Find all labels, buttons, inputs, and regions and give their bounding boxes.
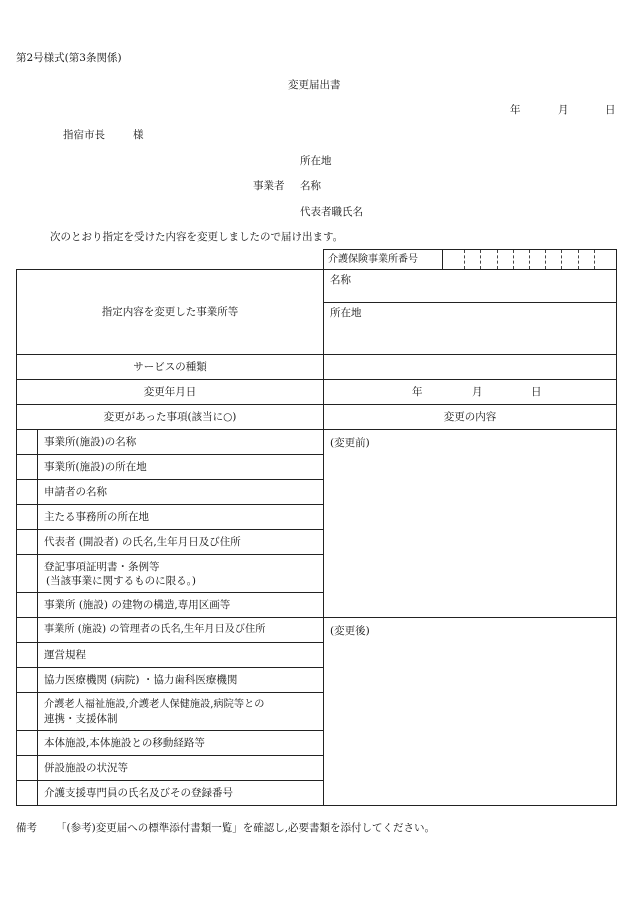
changed-office-name-label: 名称 [330, 274, 351, 286]
item-checkbox[interactable] [17, 593, 38, 618]
item-checkbox[interactable] [17, 643, 38, 668]
document-title: 変更届出書 [288, 79, 341, 91]
date-month-label: 月 [558, 104, 569, 116]
item-label: 事業所(施設)の名称 [38, 430, 324, 455]
item-checkbox[interactable] [17, 731, 38, 756]
item-label-line: 連携・支援体制 [44, 712, 118, 725]
intro-text: 次のとおり指定を受けた内容を変更しましたので届け出ます。 [50, 231, 344, 243]
addressee-honorific: 様 [133, 129, 144, 141]
item-checkbox[interactable] [17, 455, 38, 480]
item-label-line: 登記事項証明書・条例等 [44, 560, 160, 573]
change-after-field[interactable] [324, 618, 617, 806]
item-checkbox[interactable] [17, 505, 38, 530]
item-label: 代表者 (開設者) の氏名,生年月日及び住所 [38, 530, 324, 555]
item-label [38, 555, 324, 593]
change-after-label: (変更後) [330, 625, 370, 637]
office-number-label: 介護保険事業所番号 [324, 250, 443, 270]
item-label: 介護支援専門員の氏名及びその登録番号 [38, 781, 324, 806]
footer-note: 「(参考)変更届への標準添付書類一覧」を確認し,必要書類を添付してください。 [56, 822, 436, 834]
applicant-name-label: 名称 [300, 180, 321, 192]
item-label [38, 693, 324, 731]
item-label: 事業所(施設)の所在地 [38, 455, 324, 480]
changed-items-header: 変更があった事項(該当に○) [17, 405, 324, 430]
item-label: 運営規程 [38, 643, 324, 668]
item-checkbox[interactable] [17, 555, 38, 593]
item-label: 主たる事務所の所在地 [38, 505, 324, 530]
change-date-month: 月 [472, 386, 483, 398]
applicant-operator-label: 事業者 [253, 180, 285, 192]
change-before-field[interactable] [324, 430, 617, 618]
change-date-label: 変更年月日 [17, 380, 324, 405]
item-label: 申請者の名称 [38, 480, 324, 505]
changed-office-label: 指定内容を変更した事業所等 [17, 270, 324, 355]
applicant-representative-label: 代表者職氏名 [300, 206, 363, 218]
item-label-line: (当該事業に関するものに限る。) [46, 574, 196, 587]
changed-office-location-field[interactable] [324, 303, 617, 355]
change-notification-table [16, 249, 617, 806]
footer-label: 備考 [16, 822, 37, 834]
item-checkbox[interactable] [17, 668, 38, 693]
item-label: 事業所 (施設) の管理者の氏名,生年月日及び住所 [38, 618, 324, 643]
changed-office-location-label: 所在地 [330, 307, 362, 319]
item-checkbox[interactable] [17, 430, 38, 455]
change-date-field[interactable] [324, 380, 617, 405]
change-content-header: 変更の内容 [324, 405, 617, 430]
addressee: 指宿市長 [63, 129, 105, 141]
item-checkbox[interactable] [17, 693, 38, 731]
item-label-line: 介護老人福祉施設,介護老人保健施設,病院等との [44, 698, 265, 710]
item-checkbox[interactable] [17, 618, 38, 643]
service-type-label: サービスの種類 [17, 355, 324, 380]
item-label: 事業所 (施設) の建物の構造,専用区画等 [38, 593, 324, 618]
form-number: 第2号様式(第3条関係) [16, 52, 122, 64]
item-checkbox[interactable] [17, 781, 38, 806]
office-number-input[interactable] [443, 250, 617, 270]
changed-office-name-field[interactable] [324, 270, 617, 303]
date-year-label: 年 [510, 104, 521, 116]
item-label: 併設施設の状況等 [38, 756, 324, 781]
change-date-year: 年 [412, 386, 423, 398]
service-type-field[interactable] [324, 355, 617, 380]
change-date-day: 日 [531, 386, 542, 398]
date-day-label: 日 [605, 104, 616, 116]
change-before-label: (変更前) [330, 437, 370, 449]
applicant-location-label: 所在地 [300, 155, 332, 167]
item-checkbox[interactable] [17, 756, 38, 781]
item-checkbox[interactable] [17, 480, 38, 505]
item-checkbox[interactable] [17, 530, 38, 555]
item-label: 本体施設,本体施設との移動経路等 [38, 731, 324, 756]
item-label: 協力医療機関 (病院) ・協力歯科医療機関 [38, 668, 324, 693]
